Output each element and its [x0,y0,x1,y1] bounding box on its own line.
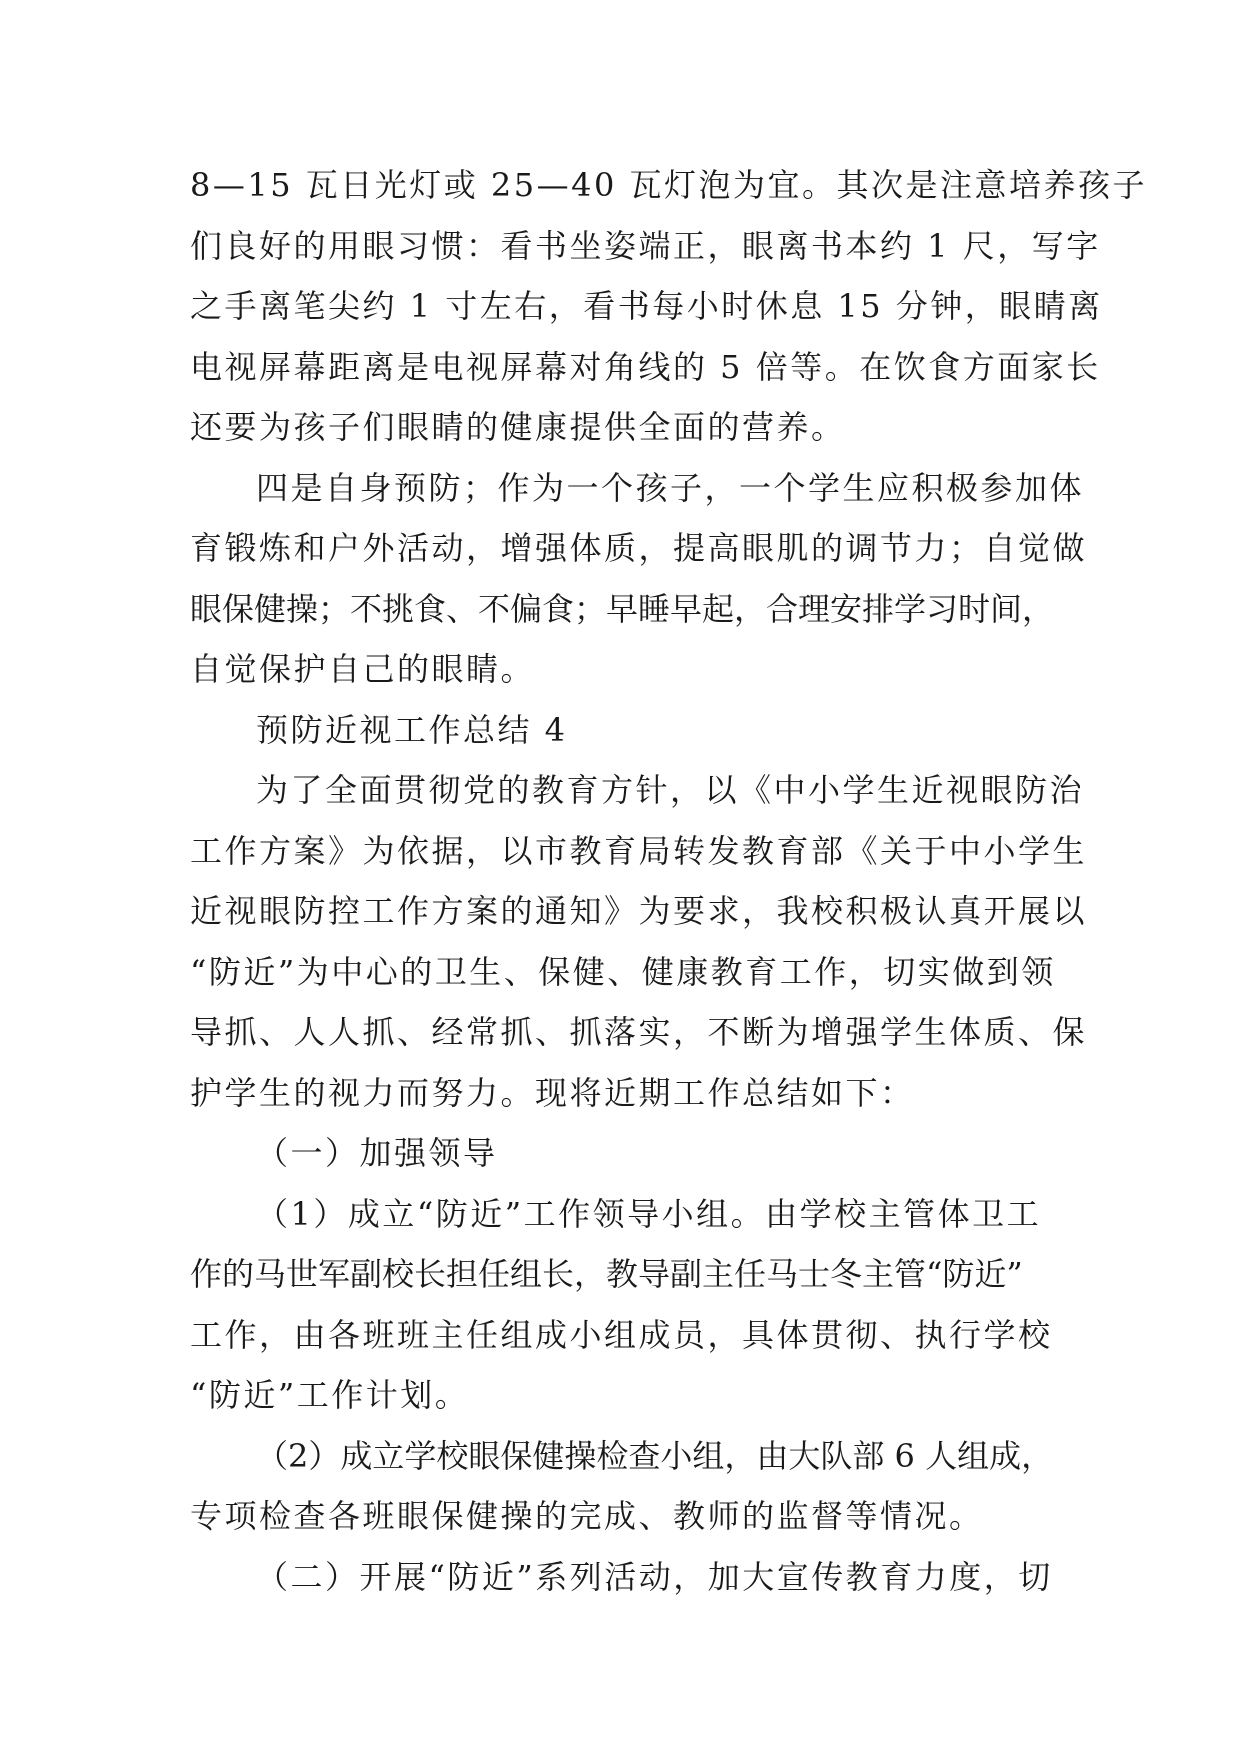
paragraph-line: 护学生的视力而努力。现将近期工作总结如下： [190,1073,915,1112]
paragraph-line: （二）开展“防近”系列活动，加大宣传教育力度，切 [256,1557,1053,1596]
paragraph-line: （2）成立学校眼保健操检查小组，由大队部 6 人组成， [256,1436,1054,1475]
section-heading: 预防近视工作总结 4 [256,710,568,749]
paragraph-line: “防近”工作计划。 [190,1376,470,1414]
paragraph-line: （1）成立“防近”工作领导小组。由学校主管体卫工 [256,1194,1042,1233]
paragraph-line: “防近”为中心的卫生、保健、健康教育工作，切实做到领 [190,952,1056,991]
paragraph-line: 作的马世军副校长担任组长，教导副主任马士冬主管“防近” [190,1255,1023,1293]
paragraph-line: 自觉保护自己的眼睛。 [190,650,536,688]
paragraph-line: 们良好的用眼习惯：看书坐姿端正，眼离书本约 1 尺，写字 [190,226,1101,265]
paragraph-line: 育锻炼和户外活动，增强体质，提高眼肌的调节力；自觉做 [190,529,1088,567]
paragraph-line: 还要为孩子们眼睛的健康提供全面的营养。 [190,408,846,446]
paragraph-line: 四是自身预防；作为一个孩子，一个学生应积极参加体 [256,468,1085,507]
paragraph-line: 电视屏幕距离是电视屏幕对角线的 5 倍等。在饮食方面家长 [190,347,1101,386]
paragraph-line: 8—15 瓦日光灯或 25—40 瓦灯泡为宜。其次是注意培养孩子 [190,166,1148,204]
paragraph-line: 眼保健操；不挑食、不偏食；早睡早起，合理安排学习时间， [190,589,1055,628]
paragraph-line: 专项检查各班眼保健操的完成、教师的监督等情况。 [190,1497,984,1535]
document-body [190,155,1148,1607]
paragraph-line: 工作方案》为依据，以市教育局转发教育部《关于中小学生 [190,831,1088,870]
subsection-heading: （一）加强领导 [256,1134,498,1172]
paragraph-line: 近视眼防控工作方案的通知》为要求，我校积极认真开展以 [190,892,1088,930]
paragraph-line: 为了全面贯彻党的教育方针，以《中小学生近视眼防治 [256,771,1085,809]
paragraph-line: 工作，由各班班主任组成小组成员，具体贯彻、执行学校 [190,1315,1053,1354]
paragraph-line: 导抓、人人抓、经常抓、抓落实，不断为增强学生体质、保 [190,1013,1088,1051]
paragraph-line: 之手离笔尖约 1 寸左右，看书每小时休息 15 分钟，眼睛离 [190,287,1103,325]
